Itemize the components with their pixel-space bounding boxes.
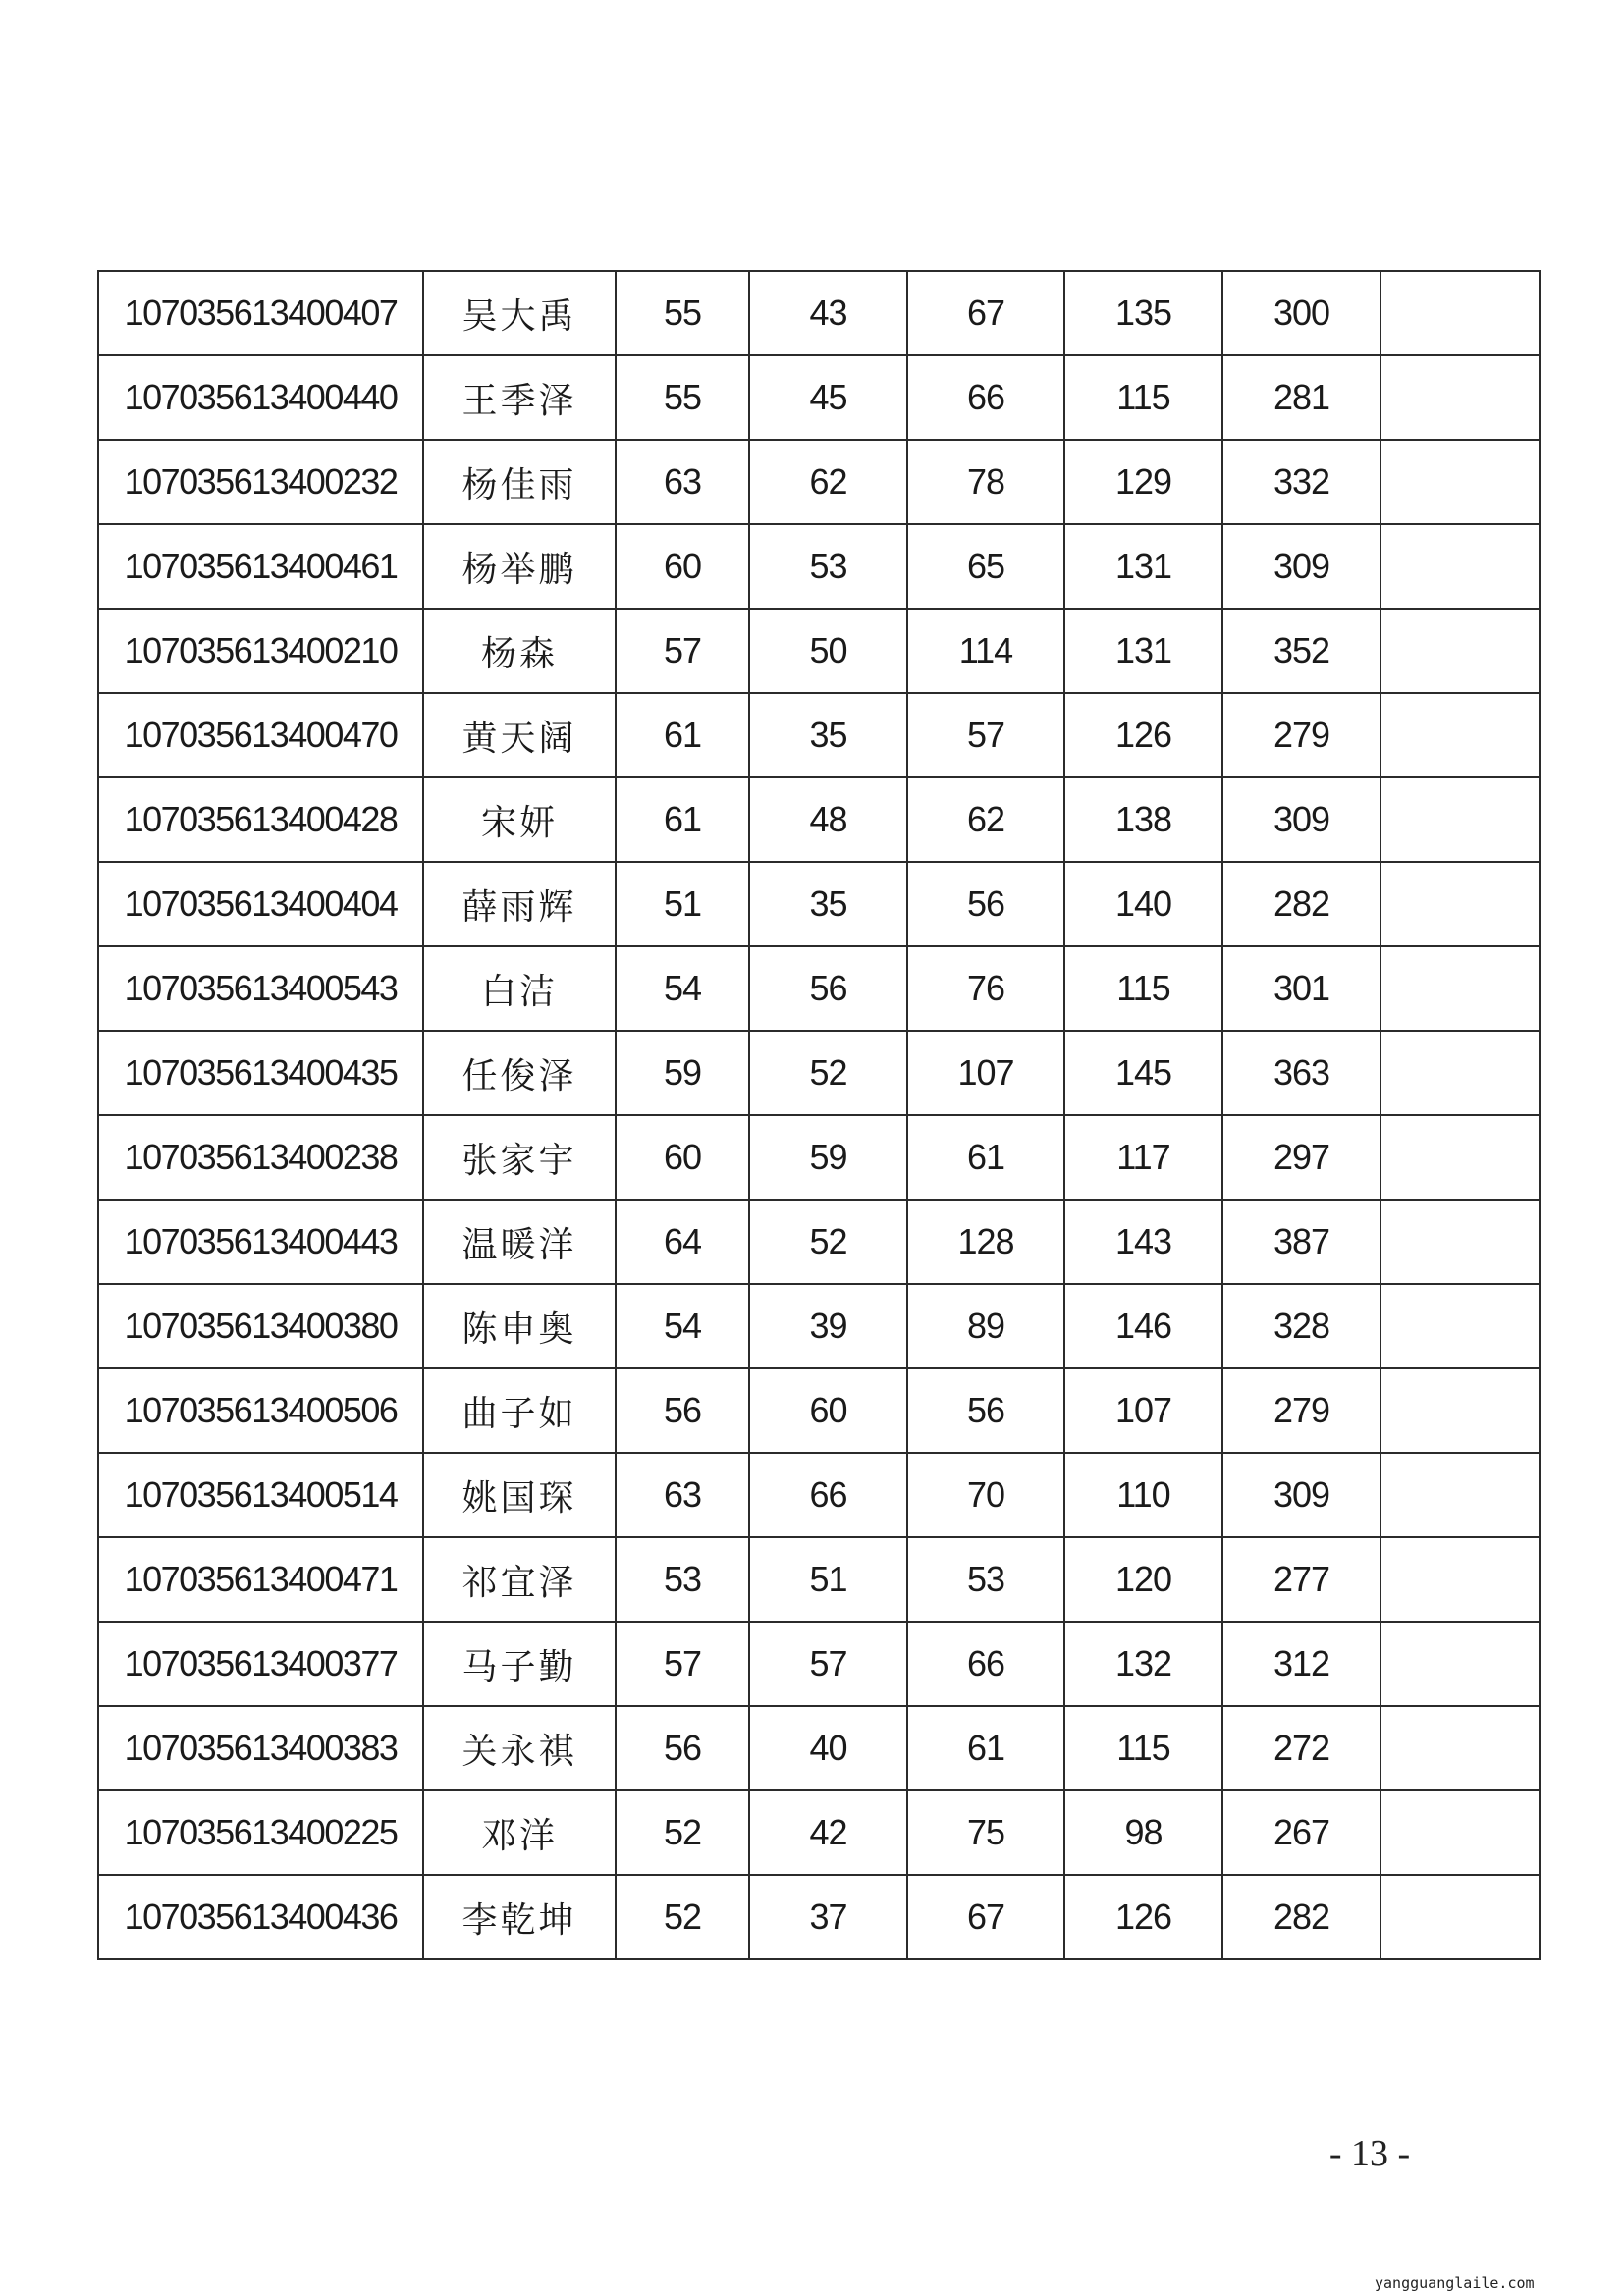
candidate-id-cell: 107035613400506 xyxy=(98,1368,423,1453)
score-1-cell: 51 xyxy=(616,862,749,946)
candidate-name-cell: 张家宇 xyxy=(423,1115,616,1200)
total-score-cell: 279 xyxy=(1222,693,1380,777)
score-3-cell: 56 xyxy=(907,862,1064,946)
page-number: - 13 - xyxy=(1328,2133,1411,2174)
note-cell xyxy=(1380,946,1540,1031)
score-4-cell: 126 xyxy=(1064,1875,1222,1959)
note-cell xyxy=(1380,1706,1540,1790)
total-score-cell: 267 xyxy=(1222,1790,1380,1875)
score-1-cell: 56 xyxy=(616,1368,749,1453)
candidate-name-cell: 任俊泽 xyxy=(423,1031,616,1115)
candidate-name-cell: 杨森 xyxy=(423,609,616,693)
score-1-cell: 53 xyxy=(616,1537,749,1622)
candidate-id-cell: 107035613400407 xyxy=(98,271,423,355)
score-4-cell: 135 xyxy=(1064,271,1222,355)
score-1-cell: 64 xyxy=(616,1200,749,1284)
score-4-cell: 126 xyxy=(1064,693,1222,777)
score-2-cell: 35 xyxy=(749,693,907,777)
candidate-id-cell: 107035613400238 xyxy=(98,1115,423,1200)
total-score-cell: 332 xyxy=(1222,440,1380,524)
score-3-cell: 61 xyxy=(907,1706,1064,1790)
score-1-cell: 54 xyxy=(616,1284,749,1368)
total-score-cell: 297 xyxy=(1222,1115,1380,1200)
candidate-name-cell: 杨佳雨 xyxy=(423,440,616,524)
table-row xyxy=(98,1875,1540,1959)
table-row xyxy=(98,524,1540,609)
note-cell xyxy=(1380,1453,1540,1537)
score-1-cell: 60 xyxy=(616,524,749,609)
candidate-id-cell: 107035613400225 xyxy=(98,1790,423,1875)
table-row xyxy=(98,693,1540,777)
score-4-cell: 138 xyxy=(1064,777,1222,862)
candidate-name-cell: 姚国琛 xyxy=(423,1453,616,1537)
table-row xyxy=(98,1031,1540,1115)
score-2-cell: 53 xyxy=(749,524,907,609)
candidate-id-cell: 107035613400461 xyxy=(98,524,423,609)
candidate-id-cell: 107035613400443 xyxy=(98,1200,423,1284)
score-1-cell: 54 xyxy=(616,946,749,1031)
total-score-cell: 309 xyxy=(1222,524,1380,609)
candidate-id-cell: 107035613400471 xyxy=(98,1537,423,1622)
table-row xyxy=(98,609,1540,693)
score-3-cell: 62 xyxy=(907,777,1064,862)
score-2-cell: 40 xyxy=(749,1706,907,1790)
score-2-cell: 66 xyxy=(749,1453,907,1537)
total-score-cell: 309 xyxy=(1222,1453,1380,1537)
score-1-cell: 55 xyxy=(616,355,749,440)
score-1-cell: 60 xyxy=(616,1115,749,1200)
note-cell xyxy=(1380,1368,1540,1453)
candidate-id-cell: 107035613400514 xyxy=(98,1453,423,1537)
score-2-cell: 43 xyxy=(749,271,907,355)
candidate-name-cell: 曲子如 xyxy=(423,1368,616,1453)
table-body xyxy=(98,271,1540,1959)
note-cell xyxy=(1380,1031,1540,1115)
candidate-name-cell: 薛雨辉 xyxy=(423,862,616,946)
score-3-cell: 128 xyxy=(907,1200,1064,1284)
score-4-cell: 117 xyxy=(1064,1115,1222,1200)
candidate-id-cell: 107035613400440 xyxy=(98,355,423,440)
note-cell xyxy=(1380,440,1540,524)
candidate-name-cell: 李乾坤 xyxy=(423,1875,616,1959)
score-4-cell: 115 xyxy=(1064,1706,1222,1790)
score-2-cell: 37 xyxy=(749,1875,907,1959)
total-score-cell: 363 xyxy=(1222,1031,1380,1115)
score-1-cell: 61 xyxy=(616,777,749,862)
candidate-name-cell: 祁宜泽 xyxy=(423,1537,616,1622)
score-4-cell: 98 xyxy=(1064,1790,1222,1875)
score-3-cell: 56 xyxy=(907,1368,1064,1453)
total-score-cell: 282 xyxy=(1222,862,1380,946)
site-watermark: yangguanglaile.com xyxy=(1375,2274,1535,2292)
score-3-cell: 65 xyxy=(907,524,1064,609)
score-1-cell: 59 xyxy=(616,1031,749,1115)
score-2-cell: 62 xyxy=(749,440,907,524)
candidate-id-cell: 107035613400232 xyxy=(98,440,423,524)
score-2-cell: 48 xyxy=(749,777,907,862)
score-1-cell: 52 xyxy=(616,1875,749,1959)
table-row xyxy=(98,1790,1540,1875)
score-2-cell: 45 xyxy=(749,355,907,440)
candidate-id-cell: 107035613400543 xyxy=(98,946,423,1031)
candidate-id-cell: 107035613400380 xyxy=(98,1284,423,1368)
total-score-cell: 352 xyxy=(1222,609,1380,693)
total-score-cell: 328 xyxy=(1222,1284,1380,1368)
table-row xyxy=(98,1622,1540,1706)
note-cell xyxy=(1380,1284,1540,1368)
total-score-cell: 301 xyxy=(1222,946,1380,1031)
total-score-cell: 387 xyxy=(1222,1200,1380,1284)
table-row xyxy=(98,777,1540,862)
candidate-name-cell: 宋妍 xyxy=(423,777,616,862)
table-row xyxy=(98,271,1540,355)
candidate-name-cell: 邓洋 xyxy=(423,1790,616,1875)
total-score-cell: 309 xyxy=(1222,777,1380,862)
note-cell xyxy=(1380,777,1540,862)
candidate-id-cell: 107035613400377 xyxy=(98,1622,423,1706)
score-4-cell: 120 xyxy=(1064,1537,1222,1622)
note-cell xyxy=(1380,1115,1540,1200)
total-score-cell: 281 xyxy=(1222,355,1380,440)
score-table xyxy=(97,270,1541,1960)
score-1-cell: 56 xyxy=(616,1706,749,1790)
note-cell xyxy=(1380,1875,1540,1959)
score-3-cell: 70 xyxy=(907,1453,1064,1537)
candidate-id-cell: 107035613400210 xyxy=(98,609,423,693)
score-3-cell: 107 xyxy=(907,1031,1064,1115)
candidate-name-cell: 白洁 xyxy=(423,946,616,1031)
score-2-cell: 51 xyxy=(749,1537,907,1622)
table-row xyxy=(98,355,1540,440)
score-4-cell: 115 xyxy=(1064,355,1222,440)
score-2-cell: 52 xyxy=(749,1200,907,1284)
note-cell xyxy=(1380,1537,1540,1622)
candidate-name-cell: 吴大禹 xyxy=(423,271,616,355)
score-1-cell: 55 xyxy=(616,271,749,355)
score-2-cell: 42 xyxy=(749,1790,907,1875)
score-3-cell: 66 xyxy=(907,355,1064,440)
note-cell xyxy=(1380,1790,1540,1875)
score-1-cell: 63 xyxy=(616,440,749,524)
score-4-cell: 140 xyxy=(1064,862,1222,946)
score-3-cell: 78 xyxy=(907,440,1064,524)
candidate-id-cell: 107035613400470 xyxy=(98,693,423,777)
score-3-cell: 53 xyxy=(907,1537,1064,1622)
total-score-cell: 272 xyxy=(1222,1706,1380,1790)
table-row xyxy=(98,1368,1540,1453)
score-1-cell: 57 xyxy=(616,609,749,693)
note-cell xyxy=(1380,271,1540,355)
table-row xyxy=(98,1453,1540,1537)
score-1-cell: 57 xyxy=(616,1622,749,1706)
table-row xyxy=(98,1537,1540,1622)
score-4-cell: 146 xyxy=(1064,1284,1222,1368)
table-row xyxy=(98,440,1540,524)
score-4-cell: 110 xyxy=(1064,1453,1222,1537)
candidate-name-cell: 关永祺 xyxy=(423,1706,616,1790)
table-row xyxy=(98,1284,1540,1368)
score-2-cell: 57 xyxy=(749,1622,907,1706)
score-4-cell: 129 xyxy=(1064,440,1222,524)
note-cell xyxy=(1380,355,1540,440)
score-4-cell: 131 xyxy=(1064,524,1222,609)
table-row xyxy=(98,1706,1540,1790)
score-3-cell: 57 xyxy=(907,693,1064,777)
score-3-cell: 114 xyxy=(907,609,1064,693)
score-4-cell: 132 xyxy=(1064,1622,1222,1706)
score-4-cell: 115 xyxy=(1064,946,1222,1031)
score-2-cell: 35 xyxy=(749,862,907,946)
score-4-cell: 143 xyxy=(1064,1200,1222,1284)
total-score-cell: 282 xyxy=(1222,1875,1380,1959)
score-1-cell: 63 xyxy=(616,1453,749,1537)
candidate-id-cell: 107035613400383 xyxy=(98,1706,423,1790)
score-3-cell: 75 xyxy=(907,1790,1064,1875)
candidate-name-cell: 温暖洋 xyxy=(423,1200,616,1284)
candidate-name-cell: 陈申奥 xyxy=(423,1284,616,1368)
score-3-cell: 67 xyxy=(907,271,1064,355)
note-cell xyxy=(1380,862,1540,946)
score-4-cell: 107 xyxy=(1064,1368,1222,1453)
candidate-id-cell: 107035613400435 xyxy=(98,1031,423,1115)
score-2-cell: 56 xyxy=(749,946,907,1031)
score-4-cell: 131 xyxy=(1064,609,1222,693)
table-row xyxy=(98,946,1540,1031)
score-3-cell: 89 xyxy=(907,1284,1064,1368)
table-row xyxy=(98,1200,1540,1284)
candidate-name-cell: 杨举鹏 xyxy=(423,524,616,609)
candidate-name-cell: 王季泽 xyxy=(423,355,616,440)
total-score-cell: 277 xyxy=(1222,1537,1380,1622)
score-3-cell: 66 xyxy=(907,1622,1064,1706)
total-score-cell: 279 xyxy=(1222,1368,1380,1453)
score-3-cell: 61 xyxy=(907,1115,1064,1200)
score-2-cell: 60 xyxy=(749,1368,907,1453)
score-4-cell: 145 xyxy=(1064,1031,1222,1115)
score-1-cell: 52 xyxy=(616,1790,749,1875)
score-2-cell: 39 xyxy=(749,1284,907,1368)
score-2-cell: 52 xyxy=(749,1031,907,1115)
table-row xyxy=(98,1115,1540,1200)
candidate-id-cell: 107035613400436 xyxy=(98,1875,423,1959)
score-1-cell: 61 xyxy=(616,693,749,777)
score-2-cell: 59 xyxy=(749,1115,907,1200)
total-score-cell: 312 xyxy=(1222,1622,1380,1706)
candidate-name-cell: 黄天阔 xyxy=(423,693,616,777)
note-cell xyxy=(1380,1200,1540,1284)
note-cell xyxy=(1380,693,1540,777)
candidate-name-cell: 马子勤 xyxy=(423,1622,616,1706)
note-cell xyxy=(1380,609,1540,693)
candidate-id-cell: 107035613400428 xyxy=(98,777,423,862)
note-cell xyxy=(1380,524,1540,609)
total-score-cell: 300 xyxy=(1222,271,1380,355)
score-3-cell: 67 xyxy=(907,1875,1064,1959)
note-cell xyxy=(1380,1622,1540,1706)
candidate-id-cell: 107035613400404 xyxy=(98,862,423,946)
score-2-cell: 50 xyxy=(749,609,907,693)
score-3-cell: 76 xyxy=(907,946,1064,1031)
table-row xyxy=(98,862,1540,946)
